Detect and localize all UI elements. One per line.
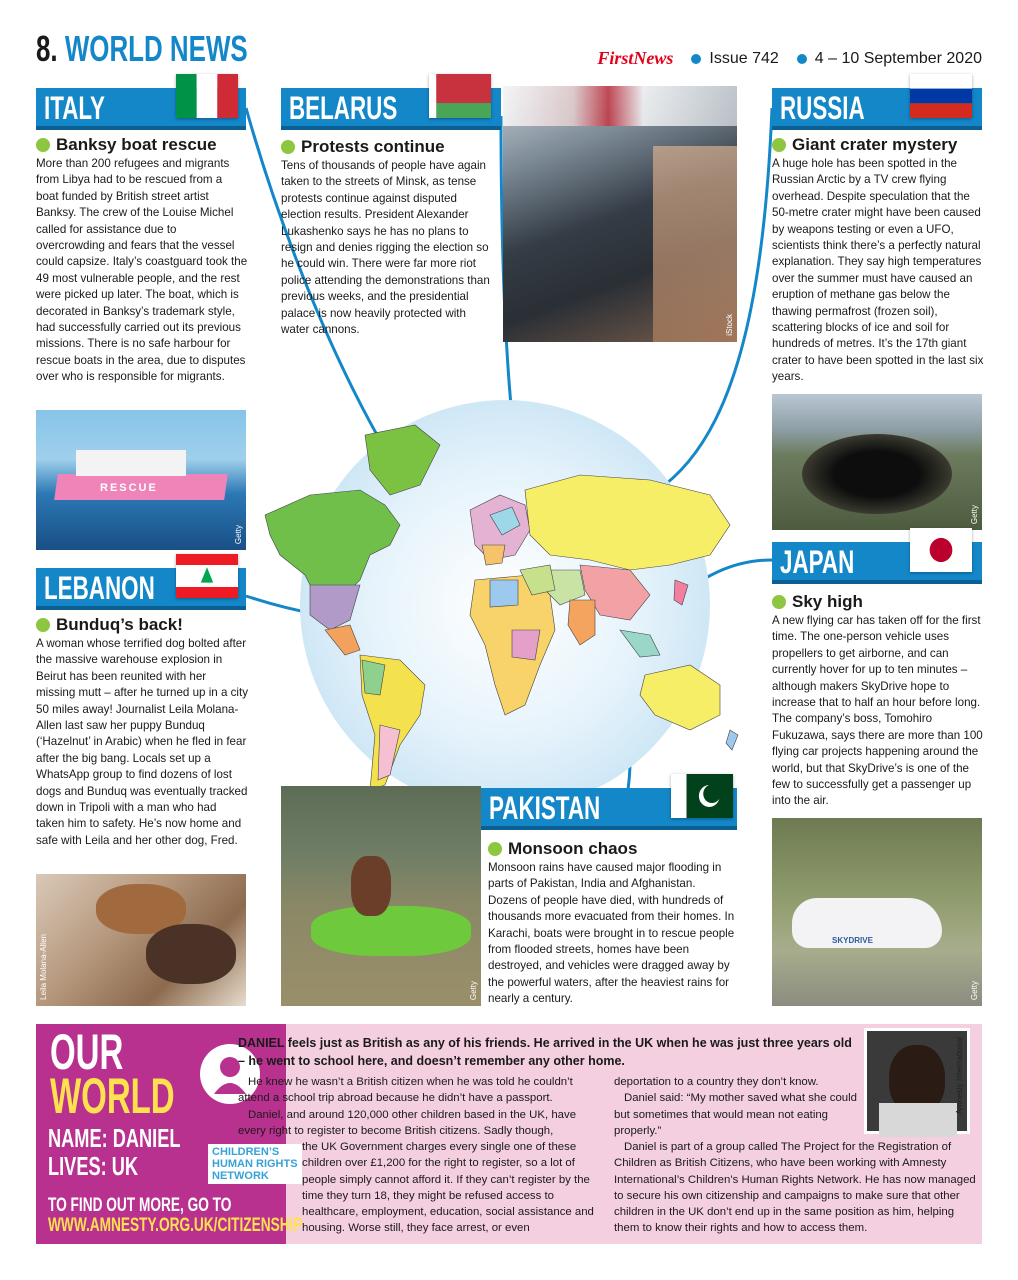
- belarus-flag-icon: [429, 74, 491, 118]
- chrn-logo: CHILDREN’S HUMAN RIGHTS NETWORK: [208, 1144, 302, 1184]
- daniel-photo: [864, 1028, 970, 1134]
- page-number: 8.: [36, 28, 58, 69]
- photo-credit: iStock: [725, 314, 734, 336]
- russia-flag-icon: [910, 74, 972, 118]
- inflatable-crocodile: [311, 906, 471, 956]
- italy-body: More than 200 refugees and migrants from Libya had to be rescued from a boat funded by British street artist Banksy. The crew of the Louise Michel called for assistance due to overcrowding and fears that the vessel could capsize. Italy’s coastguard took the 49 most vulnerable people, and the rest were picked up later. The boat, which is decorated in Banksy’s trademark style, had successfully carried out its previous missions. There is no safe harbour for rescue boats in the area, due to disputes over who is responsible for migrants.: [36, 157, 248, 384]
- japan-title: JAPAN: [780, 544, 855, 580]
- pakistan-tab: [481, 788, 737, 830]
- our-world-column-1: He knew he wasn’t a British citizen when he was told he couldn’t attend a school trip abroad because he didn’t have a passport. Daniel, and around 120,000 other children based in the UK, have every right to register to become British citizens. Sadly though,: [238, 1076, 577, 1137]
- italy-tab: [36, 88, 246, 130]
- japan-flag-icon: [910, 528, 972, 572]
- lebanon-headline: Bunduq’s back!: [36, 615, 183, 635]
- our-world-column-2b: Daniel is part of a group called The Project for the Registration of Children as British Citizens, who have been working with Amnesty International’s Children’s Human Rights Network. He has now managed to secure his own citizenship and campaigns to make sure that other children in the UK don’t end up in the same position as him, helping them to know their rights and how to access them.: [614, 1141, 976, 1235]
- our-world-title: OUR WORLD: [50, 1024, 175, 1124]
- russia-body: A huge hole has been spotted in the Russian Arctic by a TV crew flying overhead. Despite speculation that the 50-metre crater might have been caused by weapons testing or even a UFO, scientists think there’s a perfectly natural explanation. They say high temperatures over the summer must have caused an eruption of methane gas below the thawing permafrost (frozen soil), scattering blocks of ice and soil for hundreds of metres. It’s the 17th giant crater to have been spotted in the last six years.: [772, 157, 984, 384]
- photo-credit: Getty: [234, 524, 243, 544]
- amnesty-link[interactable]: WWW.AMNESTY.ORG.UK/CITIZENSHIP: [48, 1215, 303, 1236]
- photo-credit: Getty: [970, 980, 979, 1000]
- russia-tab: [772, 88, 982, 130]
- pakistan-body: Monsoon rains have caused major flooding in parts of Pakistan, India and Afghanistan. Dozens of people have died, with hundreds of thousands more evacuated from their homes. In Karachi, boats were brought in to rescue people from flooded streets, homes have been destroyed, and vehicles were dragged away by the powerful waters, after the heaviest rains for nearly a century.: [488, 861, 735, 1006]
- crater: [802, 434, 952, 514]
- dog-2: [146, 924, 236, 984]
- issue-number: Issue 742: [709, 49, 779, 67]
- japan-photo: [772, 818, 982, 1006]
- our-world-intro: DANIEL feels just as British as any of his friends. He arrived in the UK when he was just three years old – he went to school here, and doesn’t remember any other home.: [238, 1036, 852, 1068]
- profile-lives: LIVES: UK: [48, 1151, 139, 1181]
- pakistan-title: PAKISTAN: [489, 790, 601, 826]
- find-out-more: TO FIND OUT MORE, GO TO WWW.AMNESTY.ORG.UK/CITIZENSHIP: [48, 1195, 303, 1236]
- our-world-column-1b: the UK Government charges every single one of these children over £1,200 for the right to register, so a lot of people simply cannot afford it. If they can’t register by the time they turn 18, they might be refused access to healthcare, employment, education, social assistance and housing. Worse still, they face arrest, or even: [302, 1141, 594, 1235]
- photo-credit: Getty: [970, 504, 979, 524]
- bullet-icon: [772, 595, 786, 609]
- skydrive-text: SKYDRIVE: [832, 936, 873, 945]
- belarus-tab: [281, 88, 501, 130]
- photo-credit: Getty: [469, 980, 478, 1000]
- italy-flag-icon: [176, 74, 238, 118]
- bullet-icon: [36, 138, 50, 152]
- lebanon-photo: [36, 874, 246, 1006]
- bullet-icon: [281, 140, 295, 154]
- belarus-title: BELARUS: [289, 90, 398, 126]
- lebanon-body: A woman whose terrified dog bolted after the massive warehouse explosion in Beirut has been reunited with her missing mutt – after he turned up in a city 50 miles away! Journalist Leila Molana-Allen last saw her puppy Bunduq (‘Hazelnut’ in Arabic) when he fled in fear after the big bang. Locals set up a WhatsApp group to find dozens of lost dogs and Bunduq was eventually tracked down in Tripoli with a man who had taken him to safety. He’s now home and safe with Leila and her other dog, Fred.: [36, 637, 249, 847]
- lebanon-tab: [36, 568, 246, 610]
- pakistan-headline: Monsoon chaos: [488, 839, 637, 859]
- bullet-icon: [36, 618, 50, 632]
- japan-body: A new flying car has taken off for the first time. The one-person vehicle uses propellers to get airborne, and can currently hover for up to ten minutes – although makers SkyDrive hope to increase that to half an hour before long. The company’s boss, Tomohiro Fukuzawa, says there are more than 100 flying car projects happening around the world, but that SkyDrive’s is one of the few to successfully get a passenger up into the air.: [772, 614, 983, 808]
- profile-details: [48, 1124, 180, 1180]
- section-title: WORLD NEWS: [64, 28, 248, 69]
- italy-photo: [36, 410, 246, 550]
- japan-tab: [772, 542, 982, 584]
- map-russia: [525, 475, 730, 570]
- photo-credit: Leila Molana-Allen: [39, 934, 48, 1000]
- bullet-icon: [772, 138, 786, 152]
- lebanon-flag-icon: [176, 554, 238, 598]
- belarus-body: Tens of thousands of people have again taken to the streets of Minsk, as tense protests continue against disputed election results. President Alexander Lukashenko says he has no plans to resign and denies rigging the election so he could win. There were far more riot police attending the demonstrations than previous weeks, and the presidential palace is now heavily protected with water cannons.: [281, 159, 490, 337]
- our-world-column-2: deportation to a country they don’t know. Daniel said: “My mother saved what she could but sometimes that would mean not eating properly.”: [614, 1076, 857, 1137]
- boat-text: RESCUE: [100, 482, 158, 494]
- pakistan-flag-icon: [671, 774, 733, 818]
- russia-photo: [772, 394, 982, 530]
- photo-credit: Amnesty International: [955, 1037, 964, 1115]
- issue-date: 4 – 10 September 2020: [814, 49, 982, 67]
- pakistan-photo: [281, 786, 481, 1006]
- brand-logo: FirstNews: [597, 48, 674, 68]
- italy-title: ITALY: [44, 90, 105, 126]
- boat-cabin: [76, 450, 186, 476]
- belarus-photo: [503, 86, 737, 342]
- belarus-headline: Protests continue: [281, 137, 445, 157]
- italy-headline: Banksy boat rescue: [36, 135, 217, 155]
- russia-headline: Giant crater mystery: [772, 135, 957, 155]
- lebanon-title: LEBANON: [44, 570, 155, 606]
- bullet-icon: [488, 842, 502, 856]
- profile-name: NAME: DANIEL: [48, 1123, 181, 1153]
- japan-headline: Sky high: [772, 592, 863, 612]
- russia-title: RUSSIA: [780, 90, 865, 126]
- world-map: [250, 395, 750, 815]
